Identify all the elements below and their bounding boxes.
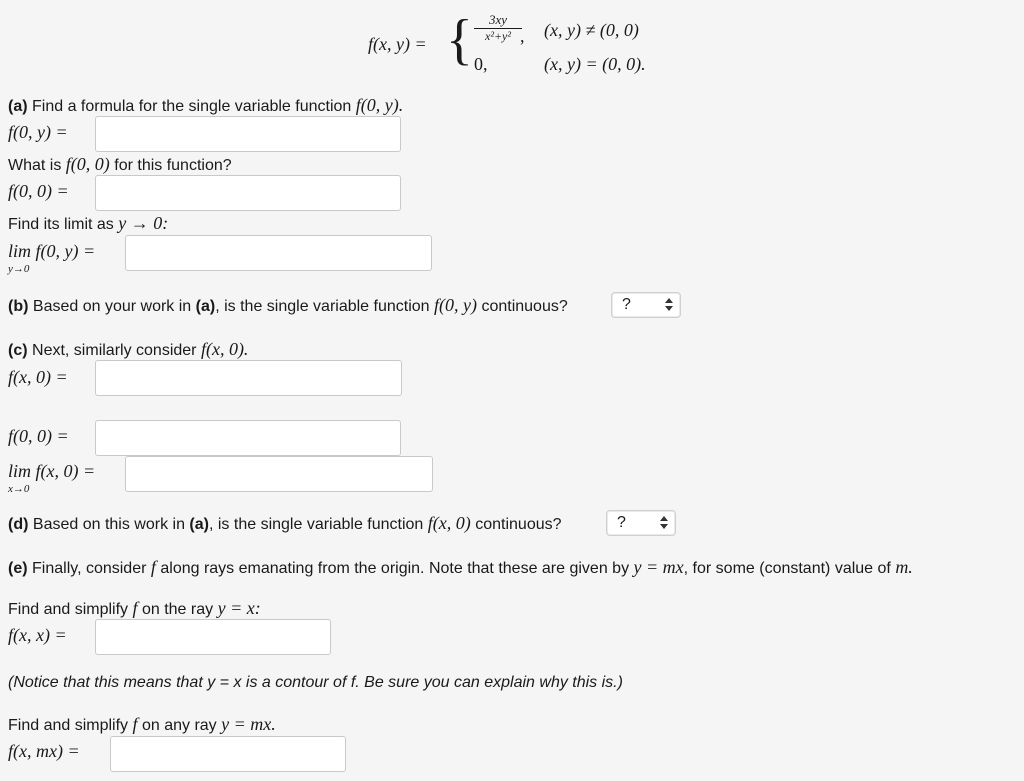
f00-answer-input[interactable] [95, 175, 401, 211]
part-b-continuity-select[interactable] [611, 292, 681, 318]
case2-condition: (x, y) = (0, 0). [544, 54, 646, 74]
part-b-ref: (a) [195, 298, 216, 315]
f0y-label: f(0, y) = [8, 122, 68, 142]
part-d-text3: continuous? [475, 516, 562, 533]
part-d-ref: (a) [189, 516, 209, 533]
part-d-text2: , is the single variable function [208, 516, 424, 533]
fraction-numerator: 3xy [474, 12, 522, 29]
limit-y-answer-input[interactable] [125, 235, 432, 271]
part-a-question3 [8, 213, 168, 234]
ray2-prompt [8, 714, 276, 735]
definition-fraction [474, 12, 522, 44]
question2-math: f(0, 0) [65, 154, 110, 174]
part-d-text1: Based on this work in [32, 516, 185, 533]
limit-y-expression [8, 241, 96, 275]
question2-tail: for this function? [114, 157, 232, 174]
part-e-math2: m. [895, 557, 913, 577]
part-b-text2: , is the single variable function [215, 298, 430, 315]
part-b-math: f(0, y) [434, 295, 477, 315]
ray1-text2: on the ray [141, 601, 214, 618]
part-b-prompt [8, 295, 568, 316]
ray2-text1: Find and simplify [8, 717, 129, 734]
limit-x-answer-input[interactable] [125, 456, 433, 492]
limit-x-top: lim f(x, 0) = [8, 461, 96, 481]
limit-y-subscript: y→0 [8, 263, 30, 275]
fxx-label: f(x, x) = [8, 625, 67, 645]
ray2-math: y = mx. [221, 714, 276, 734]
part-e-math1: y = mx [633, 557, 684, 577]
select-updown-icon [665, 298, 673, 312]
part-a-label: (a) [8, 98, 28, 115]
part-a-text: Find a formula for the single variable function [32, 98, 352, 115]
part-b-select-value: ? [622, 296, 631, 313]
part-c-label: (c) [8, 342, 28, 359]
question3-text: Find its limit as [8, 216, 114, 233]
part-d-select-value: ? [617, 514, 626, 531]
fx0-label: f(x, 0) = [8, 367, 68, 387]
ray2-text2: on any ray [141, 717, 217, 734]
part-a-math: f(0, y). [355, 95, 404, 115]
ray1-math: y = x: [217, 598, 261, 618]
question2-text: What is [8, 157, 62, 174]
part-b-text3: continuous? [481, 298, 568, 315]
part-d-label: (d) [8, 516, 29, 533]
part-e-label: (e) [8, 560, 28, 577]
question3-math: y → 0: [118, 213, 169, 233]
part-c-prompt [8, 339, 248, 360]
part-d-math: f(x, 0) [427, 513, 471, 533]
fraction-denominator: x²+y² [485, 29, 511, 43]
f0y-answer-input[interactable] [95, 116, 401, 152]
case2-value: 0, [474, 54, 488, 74]
part-e-text3: , for some (constant) value of [683, 560, 891, 577]
part-b-label: (b) [8, 298, 29, 315]
part-e-text2: along rays emanating from the origin. Note that these are given by [160, 560, 630, 577]
limit-x-expression [8, 461, 96, 495]
ray1-prompt [8, 598, 261, 619]
ray2-f: f [132, 714, 138, 734]
f00-c-label: f(0, 0) = [8, 426, 69, 446]
fx0-answer-input[interactable] [95, 360, 402, 396]
limit-y-top: lim f(0, y) = [8, 241, 96, 261]
part-c-text: Next, similarly consider [32, 342, 197, 359]
limit-x-subscript: x→0 [8, 483, 30, 495]
ray1-f: f [132, 598, 138, 618]
part-d-prompt [8, 513, 562, 534]
ray1-text1: Find and simplify [8, 601, 129, 618]
contour-note: (Notice that this means that y = x is a contour of f. Be sure you can explain why this is.) [8, 674, 623, 691]
select-updown-icon [660, 516, 668, 530]
part-d-continuity-select[interactable] [606, 510, 676, 536]
fxx-answer-input[interactable] [95, 619, 331, 655]
part-e-text1: Finally, consider [32, 560, 147, 577]
left-brace: { [446, 9, 473, 71]
f00-c-answer-input[interactable] [95, 420, 401, 456]
fxmx-answer-input[interactable] [110, 736, 346, 772]
part-a-question2 [8, 154, 232, 175]
part-e-prompt [8, 557, 913, 578]
part-c-math: f(x, 0). [200, 339, 249, 359]
case1-condition: (x, y) ≠ (0, 0) [544, 20, 639, 40]
fxmx-label: f(x, mx) = [8, 741, 80, 761]
definition-lhs: f(x, y) = [368, 34, 427, 54]
case1-comma: , [520, 26, 525, 46]
f00-label: f(0, 0) = [8, 181, 69, 201]
part-a-prompt [8, 95, 403, 116]
part-e-f: f [150, 557, 156, 577]
part-b-text1: Based on your work in [32, 298, 192, 315]
